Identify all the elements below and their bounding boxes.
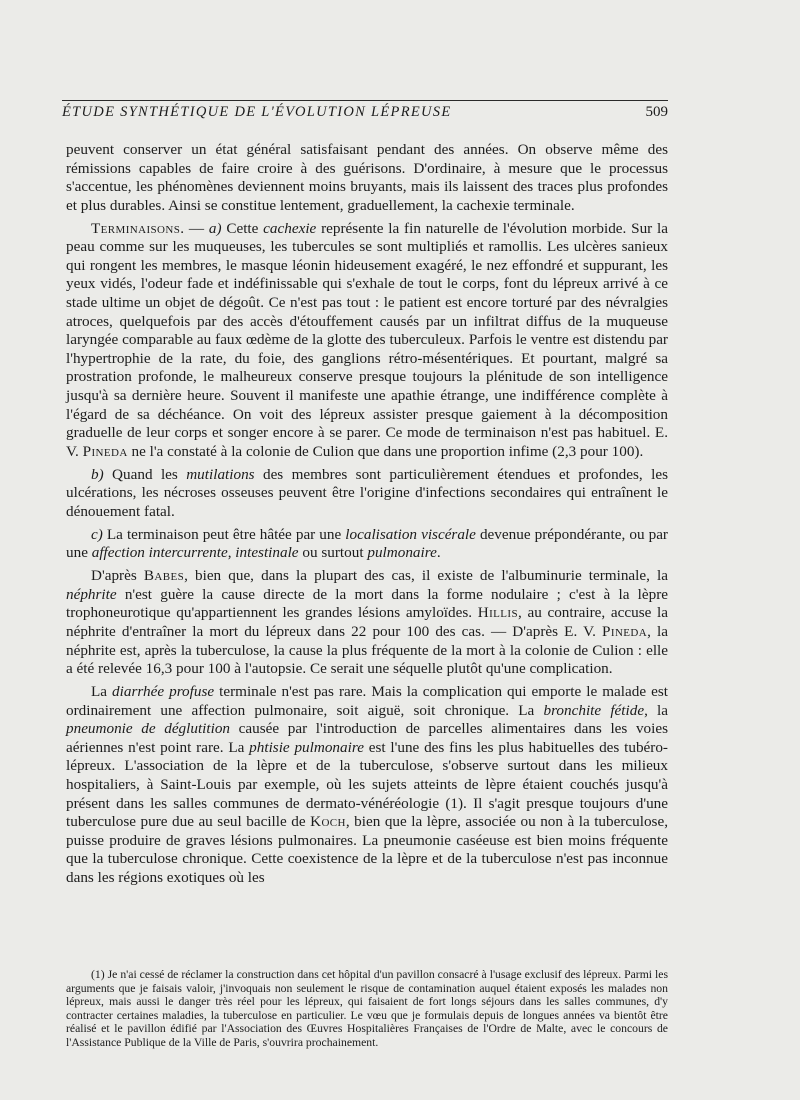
page-number: 509 <box>645 104 668 120</box>
paragraph: c) La terminaison peut être hâtée par une localisation viscérale devenue prépondérante, ou par une affection intercurrente, intestinale ou surtout pulmonaire. <box>66 525 668 562</box>
body-text <box>66 141 668 892</box>
paragraph: b) Quand les mutilations des membres sont particulièrement étendues et profondes, les ulcérations, les nécroses osseuses peuvent être l'origine d'infections secondaires qui entraînent le dénouement fatal. <box>66 465 668 520</box>
running-header <box>62 100 668 121</box>
paragraph: Terminaisons. — a) Cette cachexie représente la fin naturelle de l'évolution morbide. Sur la peau comme sur les muqueuses, les tubercules se sont multipliés et ramollis. Les ulcères sanieux qui rongent les membres, le masque léonin hideusement exagéré, le nez effondré et suppurant, les yeux vidés, l'odeur fade et indéfinissable qui s'exhale de tout le corps, font du lépreux arrivé à ce stade ultime un objet de dégoût. Ce n'est pas tout : le patient est encore torturé par des névralgies atroces, quelquefois par des accès d'étouffement causés par un infiltrat diffus de la muqueuse laryngée comparable au faux œdème de la glotte des tuberculeux. Parfois le ventre est distendu par l'hypertrophie de la rate, du foie, des ganglions rétro-mésentériques. Et pourtant, malgré sa prostration profonde, le malheureux conserve presque toujours la plénitude de son intelligence jusqu'à sa dernière heure. Souvent il manifeste une apathie étrange, une indifférence complète à l'égard de sa déchéance. On voit des lépreux assister presque gaiement à la décomposition graduelle de leur corps et songer encore à se parer. Ce mode de terminaison n'est pas habituel. E. V. Pineda ne l'a constaté à la colonie de Culion que dans une proportion infime (2,3 pour 100). <box>66 219 668 460</box>
header-rule <box>62 100 668 101</box>
paragraph: La diarrhée profuse terminale n'est pas rare. Mais la complication qui emporte le malade est ordinairement une affection pulmonaire, soit aiguë, soit chronique. La bronchite fétide, la pneumonie de déglutition causée par l'introduction de parcelles alimentaires dans les voies aériennes n'est point rare. La phtisie pulmonaire est l'une des fins les plus habituelles des tubéro-lépreux. L'association de la lèpre et de la tuberculose, s'observe surtout dans les milieux hospitaliers, à Saint-Louis par exemple, où les sujets atteints de lèpre étaient couchés jusqu'à présent dans les salles communes de dermato-vénéréologie (1). Il s'agit presque toujours d'une tuberculose pure due au seul bacille de Koch, bien que la lèpre, associée ou non à la tuberculose, puisse produire de graves lésions pulmonaires. La pneumonie caséeuse est bien moins fréquente que la tuberculose chronique. Cette coexistence de la lèpre et de la tuberculose n'est pas inconnue dans les régions exotiques où les <box>66 683 668 887</box>
running-title: ÉTUDE SYNTHÉTIQUE DE L'ÉVOLUTION LÉPREUSE <box>62 104 452 120</box>
paragraph: peuvent conserver un état général satisfaisant pendant des années. On observe même des rémissions capables de faire croire à des guérisons. D'ordinaire, à mesure que le processus s'accentue, les phénomènes deviennent moins bruyants, mais ils laissent des traces plus profondes et plus durables. Ainsi se constitue lentement, graduellement, la cachexie terminale. <box>66 141 668 214</box>
footnote-text: (1) Je n'ai cessé de réclamer la construction dans cet hôpital d'un pavillon consacré à l'usage exclusif des lépreux. Parmi les arguments que je faisais valoir, j'invoquais non seulement le risque de contamination auquel étaient exposés les malades non lépreux, mais aussi le danger très réel pour les lépreux, qui faisaient de fort longs séjours dans les salles communes, d'y contracter certaines maladies, la tuberculose en particulier. Le vœu que je formulais depuis de longues années va bientôt être réalisé et le pavillon édifié par l'Association des Œuvres Hospitalières Françaises de l'Ordre de Malte, avec le concours de l'Assistance Publique de la Ville de Paris, s'ouvrira prochainement. <box>66 968 668 1049</box>
paragraph: D'après Babes, bien que, dans la plupart des cas, il existe de l'albuminurie terminale, la néphrite n'est guère la cause directe de la mort dans la forme nodulaire ; c'est à la lèpre trophoneurotique qu'appartiennent les grandes lésions amyloïdes. Hillis, au contraire, accuse la néphrite d'entraîner la mort du lépreux dans 22 pour 100 des cas. — D'après E. V. Pineda, la néphrite est, après la tuberculose, la cause la plus fréquente de la mort à la colonie de Culion : elle a été relevée 16,3 pour 100 à l'autopsie. Ce serait une séquelle plutôt qu'une complication. <box>66 567 668 678</box>
footnote <box>66 968 668 1050</box>
